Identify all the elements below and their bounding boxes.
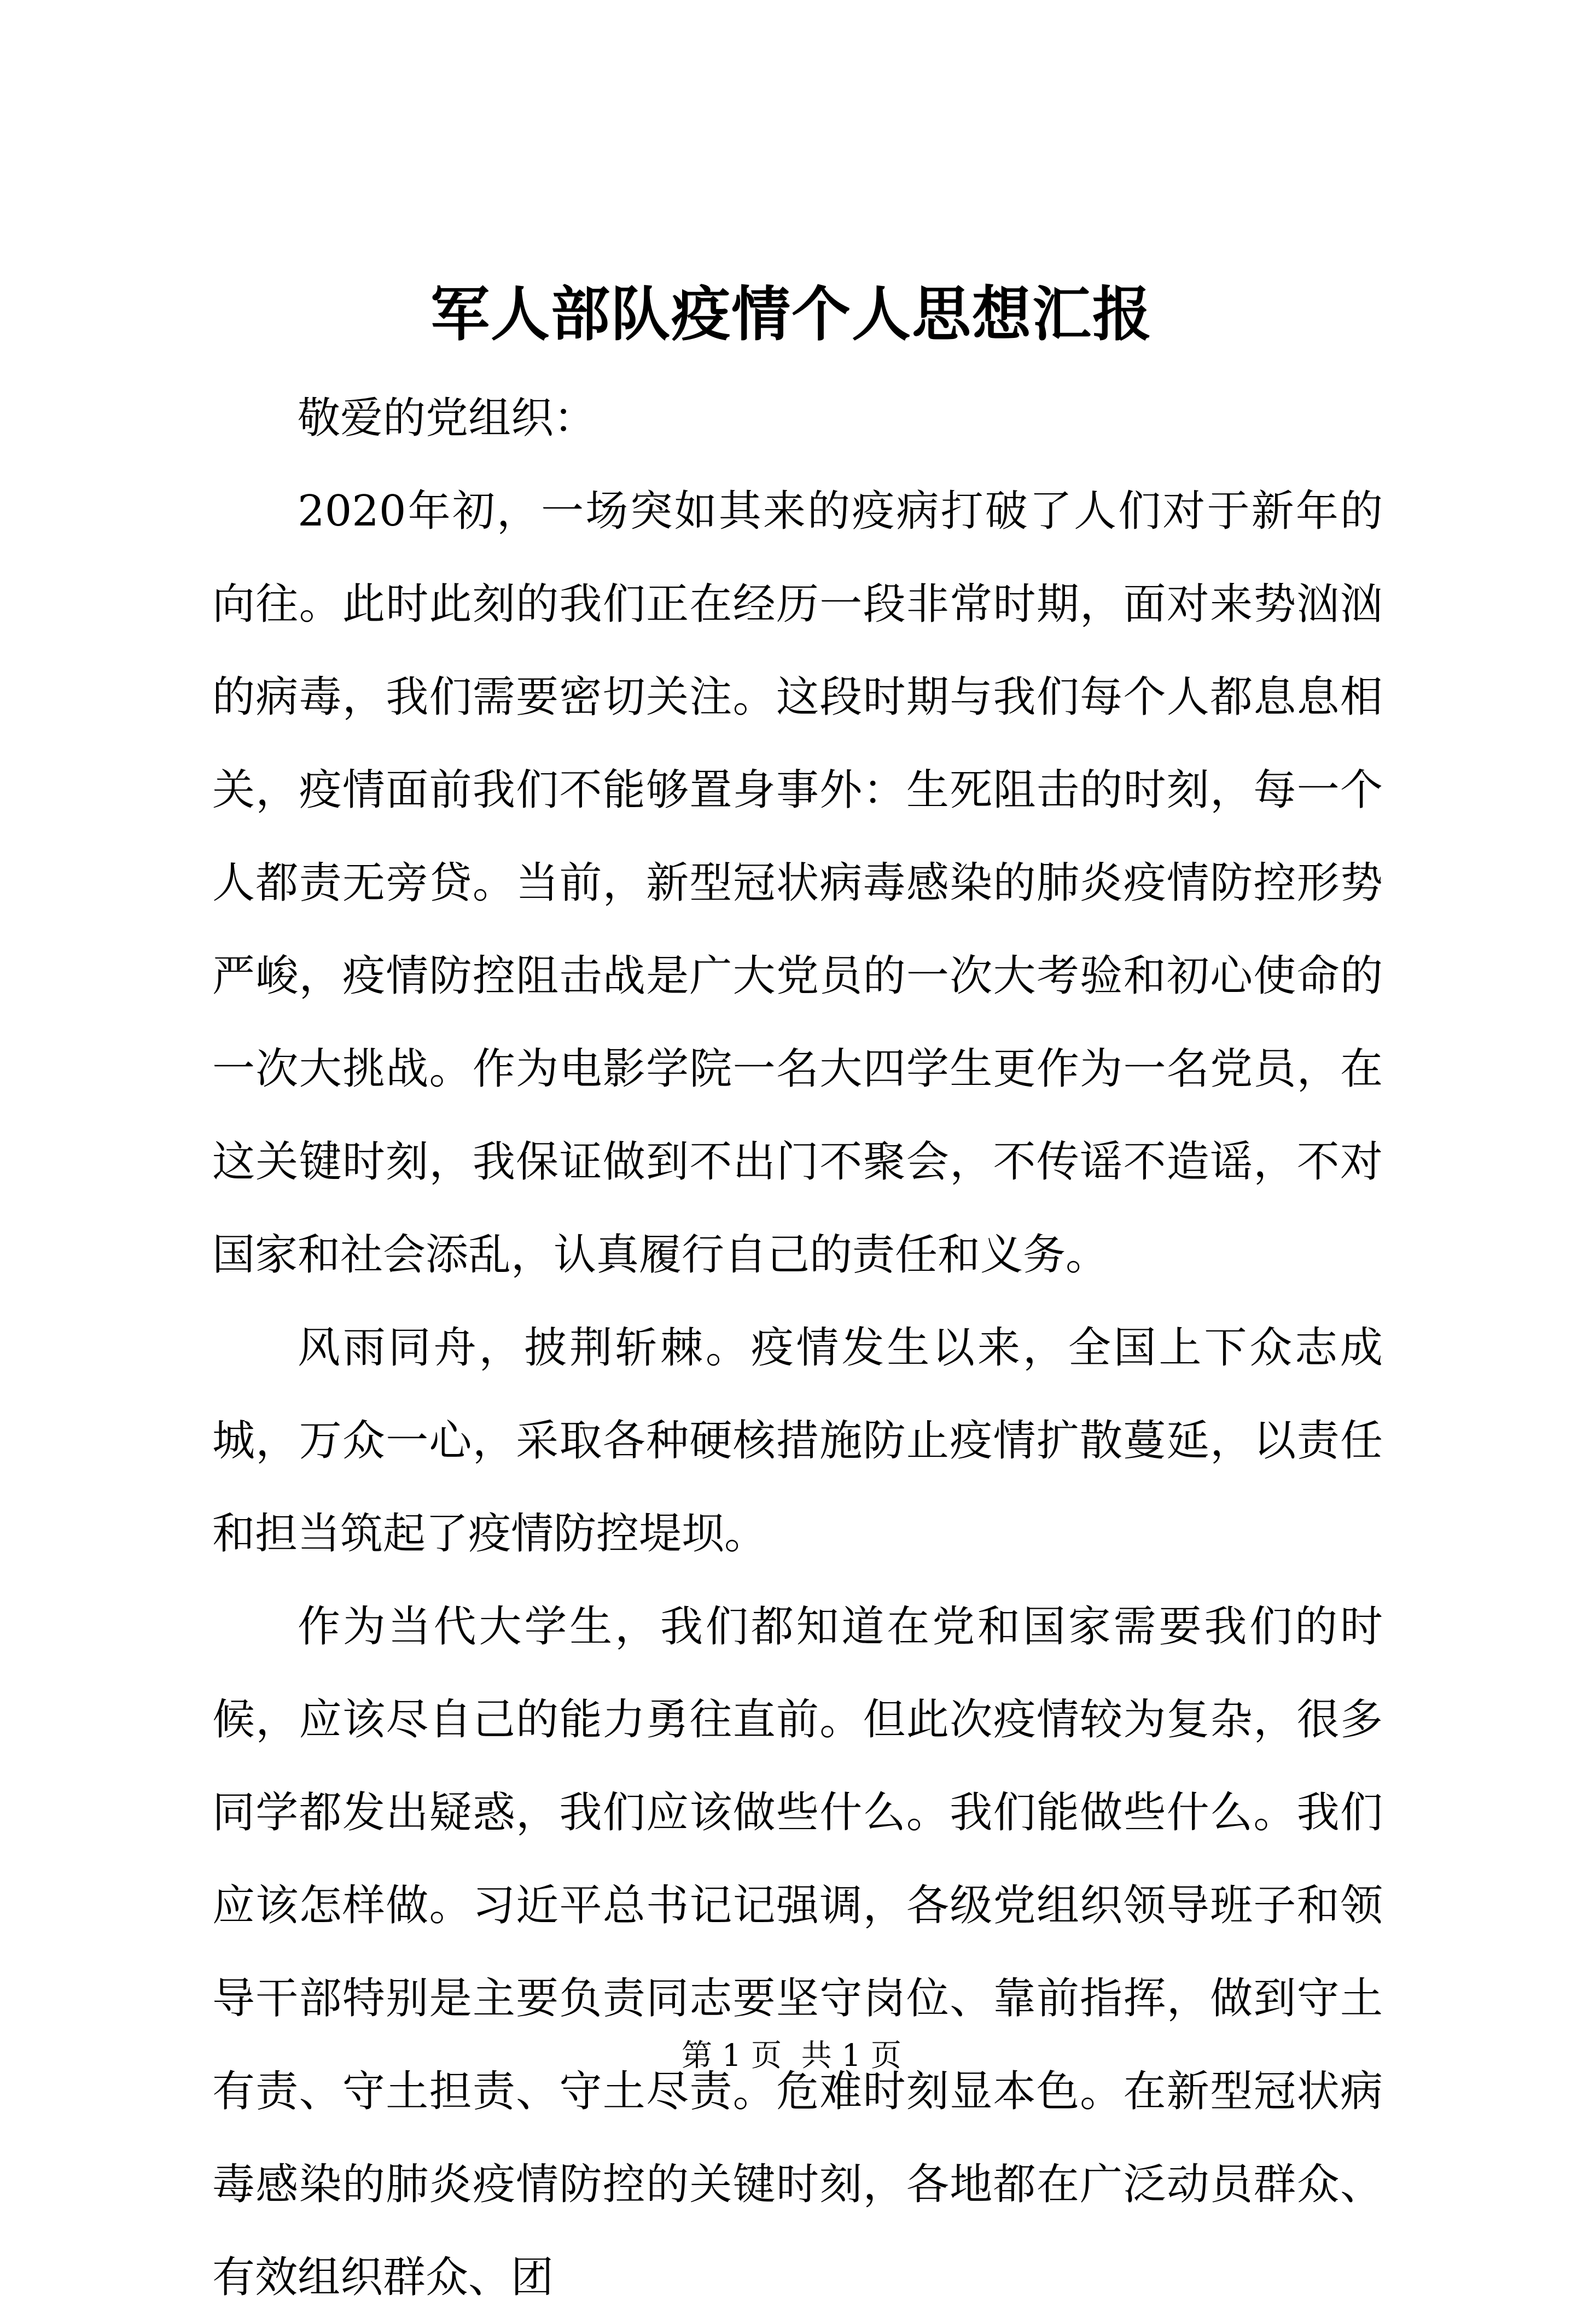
page-number-current: 第 1 页 [681,2038,782,2074]
document-title: 军人部队疫情个人思想汇报 [430,280,1153,349]
salutation: 敬爱的党组织： [298,394,597,443]
page-footer [0,2034,1583,2078]
footer-spacer [782,2038,801,2074]
paragraph-2: 风雨同舟，披荆斩棘。疫情发生以来，全国上下众志成城，万众一心，采取各种硬核措施防止疫情扩散蔓延，以责任和担当筑起了疫情防控堤坝。 [212,1323,1383,1558]
paragraph-1: 2020年初，一场突如其来的疫病打破了人们对于新年的向往。此时此刻的我们正在经历一段非常时期，面对来势汹汹的病毒，我们需要密切关注。这段时期与我们每个人都息息相关，疫情面前我们不能够置身事外：生死阻击的时刻，每一个人都责无旁贷。当前，新型冠状病毒感染的肺炎疫情防控形势严峻，疫情防控阻击战是广大党员的一次大考验和初心使命的一次大挑战。作为电影学院一名大四学生更作为一名党员，在这关键时刻，我保证做到不出门不聚会，不传谣不造谣，不对国家和社会添乱，认真履行自己的责任和义务。 [212,487,1383,1280]
page-number-total: 共 1 页 [801,2038,902,2074]
document-body [212,372,1383,2324]
paragraph-3: 作为当代大学生，我们都知道在党和国家需要我们的时候，应该尽自己的能力勇往直前。但此次疫情较为复杂，很多同学都发出疑惑，我们应该做些什么。我们能做些什么。我们应该怎样做。习近平总书记记强调，各级党组织领导班子和领导干部特别是主要负责同志要坚守岗位、靠前指挥，做到守土有责、守土担责、守土尽责。危难时刻显本色。在新型冠状病毒感染的肺炎疫情防控的关键时刻，各地都在广泛动员群众、有效组织群众、团 [212,1602,1383,2302]
